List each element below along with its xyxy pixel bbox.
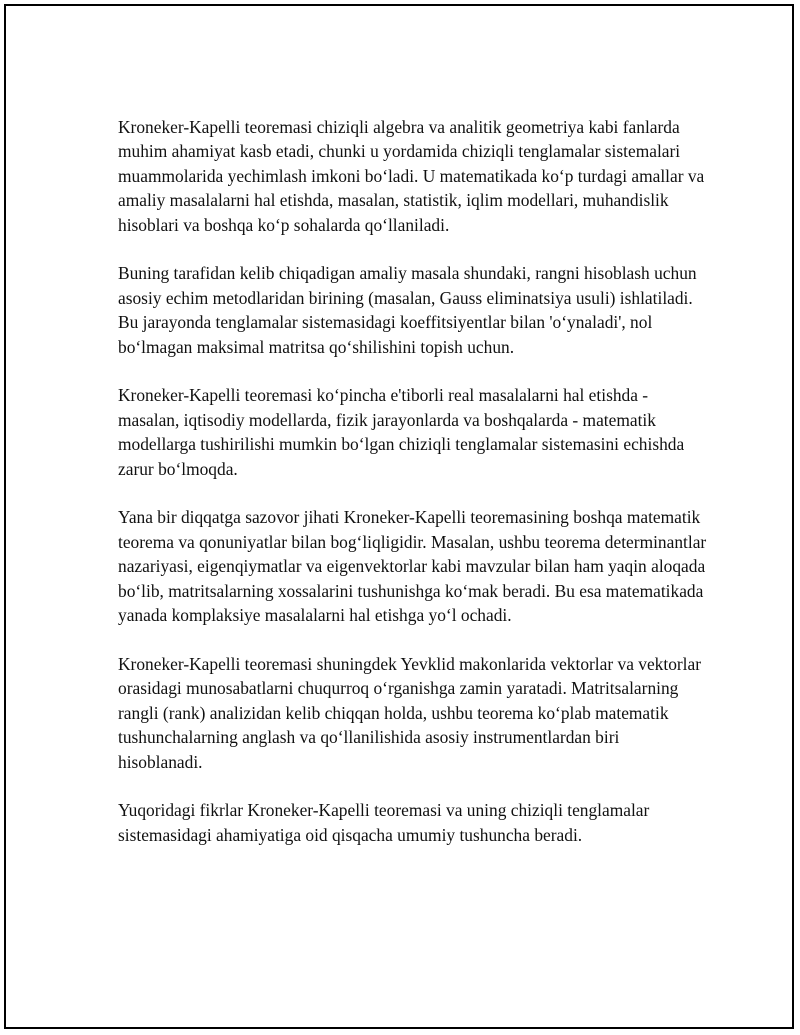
paragraph-1: Kroneker-Kapelli teoremasi chiziqli algebra va analitik geometriya kabi fanlarda muhim ahamiyat kasb etadi, chunki u yordamida chiziqli tenglamalar sistemalari muammolarida yechimlash imkoni bo‘ladi. U matematikada ko‘p turdagi amallar va amaliy masalalarni hal etishda, masalan, statistik, iqlim modellari, muhandislik hisoblari va boshqa ko‘p sohalarda qo‘llaniladi. — [118, 117, 705, 235]
paragraph-2: Buning tarafidan kelib chiqadigan amaliy masala shundaki, rangni hisoblash uchun asosiy echim metodlaridan birining (masalan, Gauss eliminatsiya usuli) ishlatiladi. Bu jarayonda tenglamalar sistemasidagi koeffitsiyentlar bilan 'o‘ynaladi', nol bo‘lmagan maksimal matritsa qo‘shilishini topish uchun. — [118, 263, 697, 357]
paragraph-5: Kroneker-Kapelli teoremasi shuningdek Yevklid makonlarida vektorlar va vektorlar orasidagi munosabatlarni chuqurroq o‘rganishga zamin yaratadi. Matritsalarning rangli (rank) analizidan kelib chiqqan holda, ushbu teorema ko‘plab matematik tushunchalarning anglash va qo‘llanilishida asosiy instrumentlardan biri hisoblanadi. — [118, 653, 702, 772]
document-body — [118, 115, 708, 872]
paragraph-3: Kroneker-Kapelli teoremasi ko‘pincha e'tiborli real masalalarni hal etishda - masalan, iqtisodiy modellarda, fizik jarayonlarda va boshqalarda - matematik modellarga tushirilishi mumkin bo‘lgan chiziqli tenglamalar sistemasini echishda zarur bo‘lmoqda. — [118, 385, 685, 479]
paragraph-4: Yana bir diqqatga sazovor jihati Kroneker-Kapelli teoremasining boshqa matematik teorema va qonuniyatlar bilan bog‘liqligidir. Masalan, ushbu teorema determinantlar nazariyasi, eigenqiymatlar va eigenvektorlar kabi mavzular bilan ham yaqin aloqada bo‘lib, matritsalarning xossalarini tushunishga ko‘mak beradi. Bu esa matematikada yanada komplaksiye masalalarni hal etishga yo‘l ochadi. — [118, 507, 707, 626]
paragraph-6: Yuqoridagi fikrlar Kroneker-Kapelli teoremasi va uning chiziqli tenglamalar sistemasidagi ahamiyatiga oid qisqacha umumiy tushuncha beradi. — [118, 800, 650, 845]
